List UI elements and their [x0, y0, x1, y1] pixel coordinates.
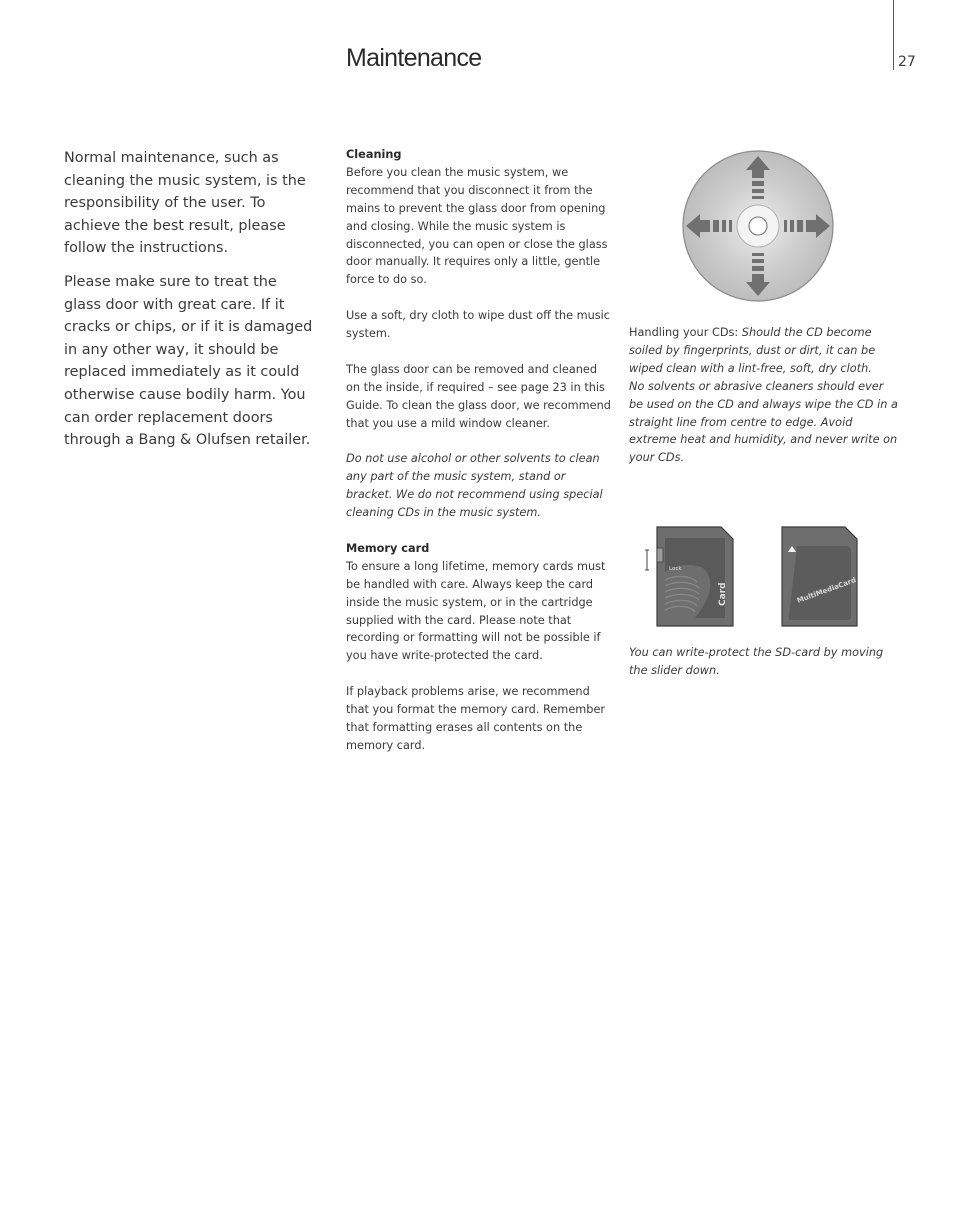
- intro-paragraph-2: Please make sure to treat the glass door with great care. If it cracks or chips, or if it is damaged in any other way, it should be replaced immediately as it could otherwise cause bodily harm. You can order replacement doors through a Bang & Olufsen retailer.: [64, 273, 313, 449]
- mmc-text: MultiMediaCard: [795, 576, 858, 605]
- cleaning-section: [346, 146, 612, 289]
- card-caption-text: You can write-protect the SD-card by moving the slider down.: [629, 646, 884, 677]
- memory-card-paragraph-2: If playback problems arise, we recommend that you format the memory card. Remember that formatting erases all contents on the memory card.: [346, 685, 606, 752]
- cd-handling-note: [629, 324, 899, 467]
- sd-logo-text: Card: [718, 582, 728, 606]
- sd-card-illustration: [643, 524, 738, 630]
- page-edge-rule: [893, 0, 894, 70]
- memory-card-section: [346, 540, 612, 665]
- cleaning-paragraph-3: The glass door can be removed and cleaned on the inside, if required – see page 23 in this Guide. To clean the glass door, we recommend that you use a mild window cleaner.: [346, 362, 611, 430]
- cd-handling-text: Should the CD become soiled by fingerprints, dust or dirt, it can be wiped clean with a lint-free, soft, dry cloth.: [629, 326, 876, 375]
- cd-handling-label: Handling your CDs:: [629, 326, 739, 339]
- cd-wipe-illustration: [680, 148, 836, 304]
- card-caption: [629, 644, 897, 680]
- multimedia-card-illustration: [779, 524, 861, 630]
- write-protect-slider: [657, 548, 663, 562]
- cd-handling-text-2: No solvents or abrasive cleaners should ever be used on the CD and always wipe the CD in a straight line from centre to edge. Avoid extreme heat and humidity, and never write on your CDs.: [629, 379, 898, 465]
- instructions-column: [346, 146, 612, 773]
- sd-lock-text: Lock: [669, 566, 682, 572]
- cleaning-heading: Cleaning: [346, 148, 402, 161]
- page-title: Maintenance: [346, 44, 482, 72]
- page-number: 27: [898, 54, 916, 70]
- cleaning-paragraph-1: Before you clean the music system, we recommend that you disconnect it from the mains to prevent the glass door from opening and closing. While the music system is disconnected, you can open or close the glass door manually. It requires only a little, gentle force to do so.: [346, 165, 608, 287]
- cleaning-warning: Do not use alcohol or other solvents to clean any part of the music system, stand or bracket. We do not recommend using special cleaning CDs in the music system.: [346, 452, 603, 520]
- intro-paragraph-1: Normal maintenance, such as cleaning the music system, is the responsibility of the user. To achieve the best result, please follow the instructions.: [64, 150, 306, 257]
- intro-column: [64, 147, 314, 463]
- cleaning-paragraph-2: Use a soft, dry cloth to wipe dust off the music system.: [346, 309, 611, 341]
- memory-card-paragraph-1: To ensure a long lifetime, memory cards must be handled with care. Always keep the card inside the music system, or in the cartridge supplied with the card. Please note that recording or formatting will not be possible if you have write-protected the card.: [346, 559, 606, 663]
- cd-center-hole: [749, 217, 767, 235]
- memory-card-heading: Memory card: [346, 541, 430, 555]
